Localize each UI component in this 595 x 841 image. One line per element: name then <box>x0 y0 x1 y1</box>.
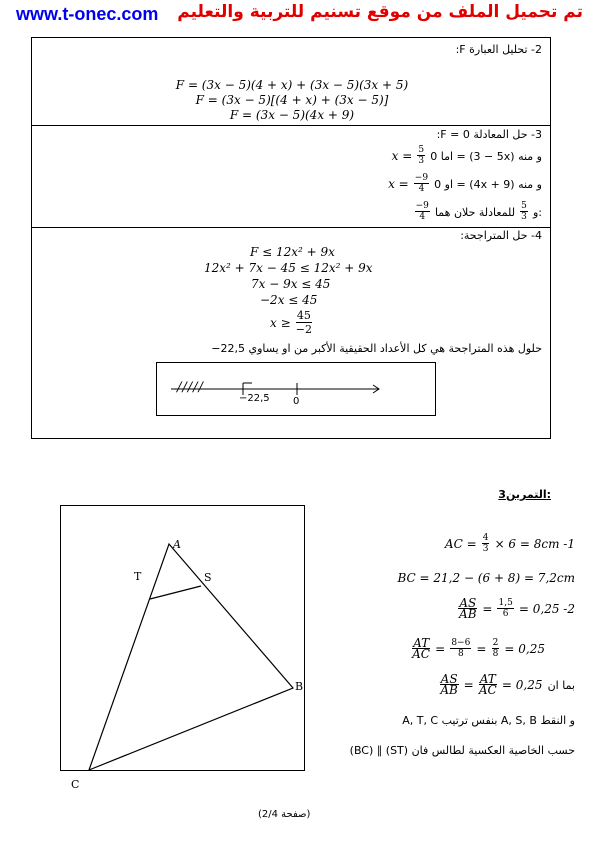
eq1-text: اما 0 = (5 − 3x) و منه <box>430 150 542 163</box>
section4-title: 4- حل المتراجحة: <box>460 229 542 242</box>
number-line-box <box>156 362 436 416</box>
label-minus-22-5: −22,5 <box>239 393 270 404</box>
exercise3-title: التمرين3: <box>498 488 551 501</box>
section-inequality <box>31 227 551 439</box>
section3-title: 3- حل المعادلة F = 0: <box>436 128 542 141</box>
eq1-fraction: $\frac{5}{3}$ <box>418 145 425 166</box>
download-notice: تم تحميل الملف من موقع تسنيم للتربية والتعليم <box>177 2 583 22</box>
point-s-label: S <box>204 571 212 584</box>
eq-solution-2 <box>388 173 542 194</box>
triangle-abc <box>89 544 293 770</box>
ex3-l1-frac: $\frac{4}{3}$ <box>482 533 489 554</box>
ineq-line-3: 7x − 9x ≤ 45 <box>251 277 331 291</box>
factor-line-2: F = (3x − 5)[(4 + x) + (3x − 5)] <box>195 93 389 107</box>
ineq-line-1: F ≤ 12x² + 9x <box>250 245 335 259</box>
ex3-l1-pre: AC = <box>444 537 477 551</box>
ex3-l5-post: = 0,25 <box>501 678 543 692</box>
header-banner <box>0 0 595 34</box>
eq-solution-1 <box>392 145 542 166</box>
section2-title: 2- تحليل العبارة F: <box>455 43 542 56</box>
ex3-l4-frac1: $\frac{AT}{AC}$ <box>412 636 430 661</box>
ex3-l5-text: بما ان <box>547 679 575 692</box>
triangle-figure-box <box>60 505 305 771</box>
sol-text: للمعادلة حلان هما: <box>434 206 542 219</box>
hatch-mark: ///// <box>177 380 204 395</box>
point-c-label: C <box>71 778 80 791</box>
ex3-l5-frac1: $\frac{AS}{AB}$ <box>440 672 458 697</box>
label-zero: 0 <box>293 396 300 407</box>
point-a-label: A <box>173 538 181 551</box>
ex3-line-7: حسب الخاصية العكسية لطالس فان (ST) ∥ (BC) <box>349 744 575 757</box>
ex3-l4-frac2: $\frac{8-6}{8}$ <box>451 638 471 659</box>
sol-fraction-2: $\frac{-9}{4}$ <box>415 201 429 222</box>
segment-ts <box>150 586 201 599</box>
factor-line-1: F = (3x − 5)(4 + x) + (3x − 5)(3x + 5) <box>175 78 409 92</box>
eq2-fraction: $\frac{-9}{4}$ <box>414 173 429 194</box>
ex3-line-4: $\frac{AT}{AC}$ = $\frac{8-6}{8}$ = $\frac{2}{8}$ = 0,25 <box>412 636 545 661</box>
point-t-label: T <box>134 570 142 583</box>
ex3-l4-frac3: $\frac{2}{8}$ <box>492 638 499 659</box>
eq2-text: او 0 = (4x + 9) و منه <box>434 178 542 191</box>
ex3-l4-post: = 0,25 <box>504 642 545 656</box>
ineq-conclusion: حلول هذه المتراجحة هي كل الأعداد الحقيقية الأكبر من او يساوي 22,5− <box>211 342 542 355</box>
ex3-line-1 <box>445 533 575 554</box>
ex3-l3-frac1: $\frac{AS}{AB}$ <box>459 596 477 621</box>
ineq-fraction: $\frac{45}{-2}$ <box>295 309 312 336</box>
site-url-link[interactable]: www.t-onec.com <box>16 4 159 24</box>
ex3-line-2: BC = 21,2 − (6 + 8) = 7,2cm <box>397 571 575 585</box>
eq2-lhs: x = <box>388 177 409 191</box>
ineq-line-2: 12x² + 7x − 45 ≤ 12x² + 9x <box>204 261 373 275</box>
section-factorization <box>31 37 551 126</box>
eq1-lhs: x = <box>391 149 413 163</box>
factor-line-3: F = (3x − 5)(4x + 9) <box>229 108 355 122</box>
ex3-line-5: $\frac{AS}{AB}$ = $\frac{AT}{AC}$ = 0,25 بما ان <box>440 672 575 697</box>
page-number: (صفحة 2/4) <box>258 809 311 820</box>
eq-solutions-summary <box>415 201 542 222</box>
ex3-l3-post: = 0,25 -2 <box>518 602 575 616</box>
ex3-l5-frac2: $\frac{AT}{AC}$ <box>478 672 497 697</box>
ex3-line-3: $\frac{AS}{AB}$ = $\frac{1,5}{6}$ = 0,25 -2 <box>459 596 575 621</box>
sol-and: و <box>532 206 539 219</box>
ex3-l1-post: × 6 = 8cm -1 <box>494 537 575 551</box>
ineq-frac-lhs: x ≥ <box>270 316 291 330</box>
sol-fraction-1: $\frac{5}{3}$ <box>521 201 527 222</box>
ex3-l3-frac2: $\frac{1,5}{6}$ <box>498 598 513 619</box>
ineq-fraction-line <box>270 309 312 336</box>
triangle-svg <box>61 506 306 772</box>
section-equation <box>31 125 551 228</box>
ex3-line-6: و النقط A, S, B بنفس ترتيب A, T, C <box>402 714 575 727</box>
ineq-line-4: −2x ≤ 45 <box>260 293 318 307</box>
point-b-label: B <box>295 680 304 693</box>
